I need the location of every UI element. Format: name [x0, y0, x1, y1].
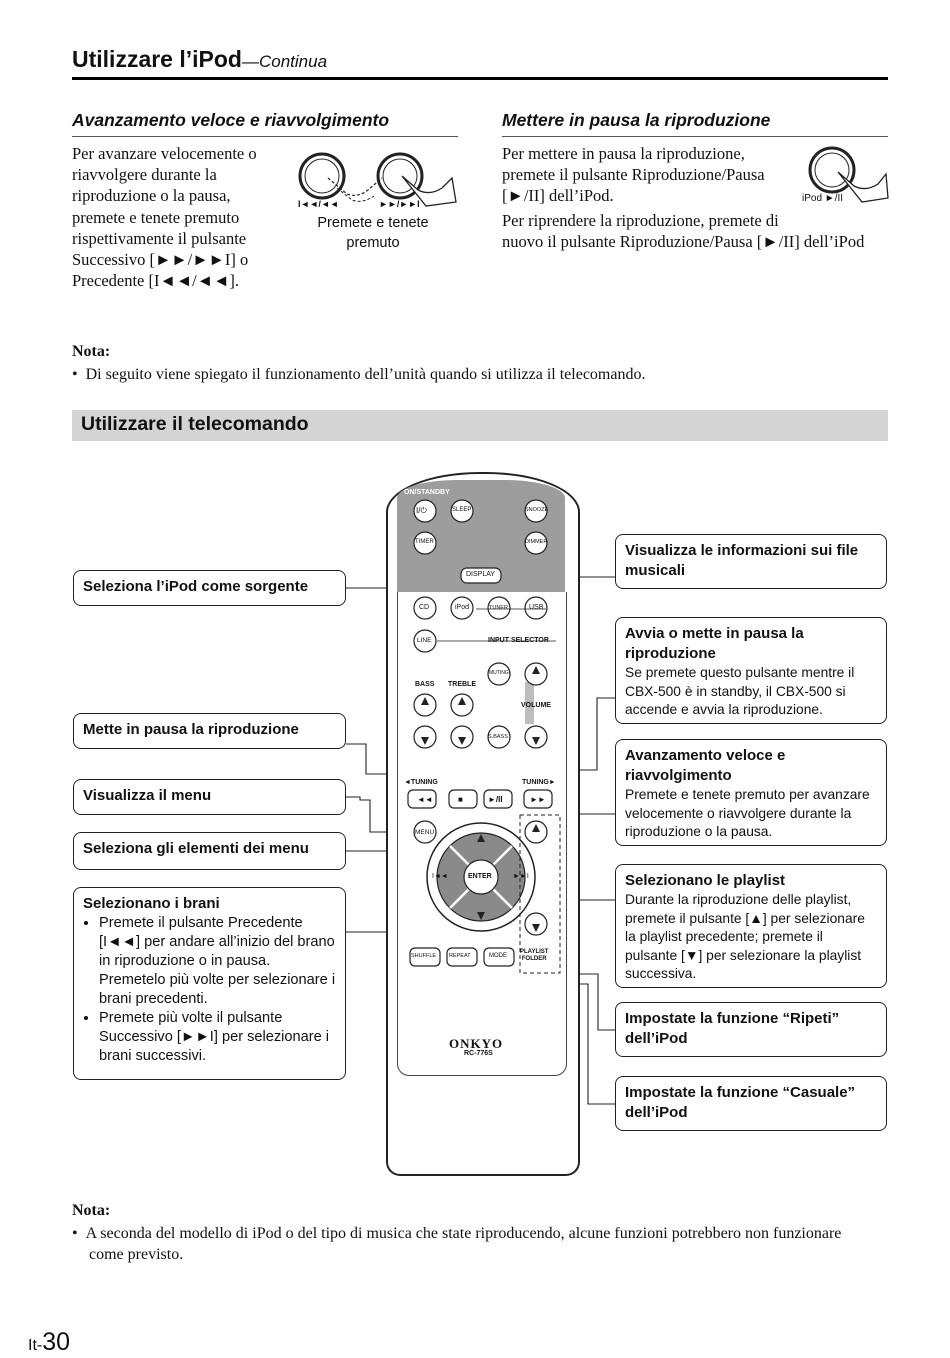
note-title: Nota: [72, 343, 111, 360]
enter-label: ENTER [468, 873, 492, 880]
dimmer-label: DIMMER [525, 539, 548, 545]
rewind-glyph: ◄◄ [417, 795, 433, 804]
callout-fast-forward: Avanzamento veloce e riavvolgimento Premete e tenete premuto per avanzare velocemente o riavvolgere durante la riproduzione o la pausa. [615, 739, 887, 846]
continued-label: —Continua [241, 52, 328, 71]
line-label: LINE [417, 637, 432, 644]
input-selector-label: INPUT SELECTOR [488, 637, 549, 644]
on-standby-label: ON/STANDBY [404, 489, 450, 496]
section-heading-pause: Mettere in pausa la riproduzione [502, 110, 771, 130]
cd-label: CD [419, 604, 430, 611]
power-label: I/⏻ [416, 506, 427, 515]
treble-label: TREBLE [448, 681, 476, 688]
callout-tracks: Selezionano i brani • Premete il pulsante Precedente [I◄◄] per andare all’inizio del brano in riproduzione o in pausa. Premetelo più volte per selezionare i brani precedenti. • Premete più volte il pulsante Successivo [►►I] per selezionare i brani successivi. [73, 887, 346, 1080]
callout-playlist: Selezionano le playlist Durante la riproduzione delle playlist, premete il pulsante [▲] per selezionare la playlist precedente; premete il pulsante [▼] per selezionare la playlist successiva. [615, 864, 887, 988]
prev-button-label: I◄◄/◄◄ [298, 199, 339, 209]
figure-caption: Premete e tenete premuto [317, 215, 429, 251]
callout-select-menu: Seleziona gli elementi dei menu [73, 832, 346, 870]
menu-label: MENU [415, 829, 435, 836]
usb-label: USB [529, 604, 544, 611]
remote-section-title: Utilizzare il telecomando [81, 413, 309, 435]
stop-button[interactable] [449, 790, 477, 808]
stop-glyph: ■ [458, 795, 463, 804]
snooze-label: SNOOZE [525, 507, 549, 513]
callout-display-info: Visualizza le informazioni sui file musicali [615, 534, 887, 589]
bass-label: BASS [415, 681, 435, 688]
fast-forward-glyph: ►► [530, 795, 546, 804]
callout-shuffle: Impostate la funzione “Casuale” dell’iPod [615, 1076, 887, 1131]
section-rule [502, 136, 888, 137]
ipod-play-pause-label: iPod ►/II [802, 193, 844, 204]
note-bullet: • A seconda del modello di iPod o del tipo di musica che state riproducendo, alcune funzioni potrebbero non funzionare come previsto. [72, 1225, 842, 1263]
pause-paragraph-2: Per riprendere la riproduzione, premete di nuovo il pulsante Riproduzione/Pausa [►/II] dell’iPod [502, 211, 865, 252]
tuning-left-label: ◄TUNING [404, 779, 438, 786]
remote-section-bar [72, 410, 888, 441]
mode-label: MODE [489, 953, 507, 959]
play-pause-glyph: ►/II [488, 795, 503, 804]
prev-glyph: I◄◄ [432, 873, 448, 880]
tracks-bullet-next: • Premete più volte il pulsante Successivo [►►I] per selezionare i brani successivi. [99, 1009, 336, 1066]
section-rule [72, 136, 458, 137]
tuner-label: TUNER [489, 605, 508, 611]
model-label: RC-776S [464, 1050, 493, 1057]
note-title: Nota: [72, 1202, 111, 1219]
sleep-label: SLEEP [452, 507, 472, 513]
callout-menu: Visualizza il menu [73, 779, 346, 815]
shuffle-label: SHUFFLE [411, 953, 437, 959]
callout-ipod-source: Seleziona l’iPod come sorgente [73, 570, 346, 606]
tuning-right-label: TUNING► [522, 779, 556, 786]
volume-label: VOLUME [521, 702, 551, 709]
timer-label: TIMER [415, 539, 434, 545]
repeat-label: REPEAT [449, 953, 471, 959]
callout-pause: Mette in pausa la riproduzione [73, 713, 346, 749]
next-glyph: ►►I [513, 873, 529, 880]
pause-paragraph-1: Per mettere in pausa la riproduzione, premete il pulsante Riproduzione/Pausa [►/II] dell’iPod. [502, 144, 765, 206]
page-number: It-30 [28, 1328, 71, 1356]
page-title: Utilizzare l’iPod—Continua [72, 46, 328, 72]
muting-label: MUTING [489, 670, 509, 676]
tracks-bullet-prev: • Premete il pulsante Precedente [I◄◄] per andare all’inizio del brano in riproduzione o in pausa. Premetelo più volte per selezionare i brani precedenti. [99, 914, 336, 1009]
header-rule [72, 77, 888, 80]
section-heading-fast-forward: Avanzamento veloce e riavvolgimento [72, 110, 390, 130]
ipod-label: iPod [455, 604, 470, 611]
playlist-folder-label: PLAYLIST FOLDER [520, 949, 549, 962]
onkyo-logo: ONKYO [449, 1036, 504, 1051]
callout-repeat: Impostate la funzione “Ripeti” dell’iPod [615, 1002, 887, 1057]
fast-forward-paragraph: Per avanzare velocemente o riavvolgere durante la riproduzione o la pausa, premete e tenete premuto rispettivamente il pulsante Successivo [►►/►►I] o Precedente [I◄◄/◄◄]. [72, 144, 257, 291]
display-label: DISPLAY [466, 571, 496, 578]
callout-play-pause: Avvia o mette in pausa la riproduzione Se premete questo pulsante mentre il CBX-500 è in standby, il CBX-500 si accende e avvia la riproduzione. [615, 617, 887, 724]
note-bullet: • Di seguito viene spiegato il funzionamento dell’unità quando si utilizza il telecomando. [72, 366, 646, 383]
sbass-label: S.BASS [488, 734, 508, 740]
next-button-label: ►►/►►I [379, 199, 420, 209]
